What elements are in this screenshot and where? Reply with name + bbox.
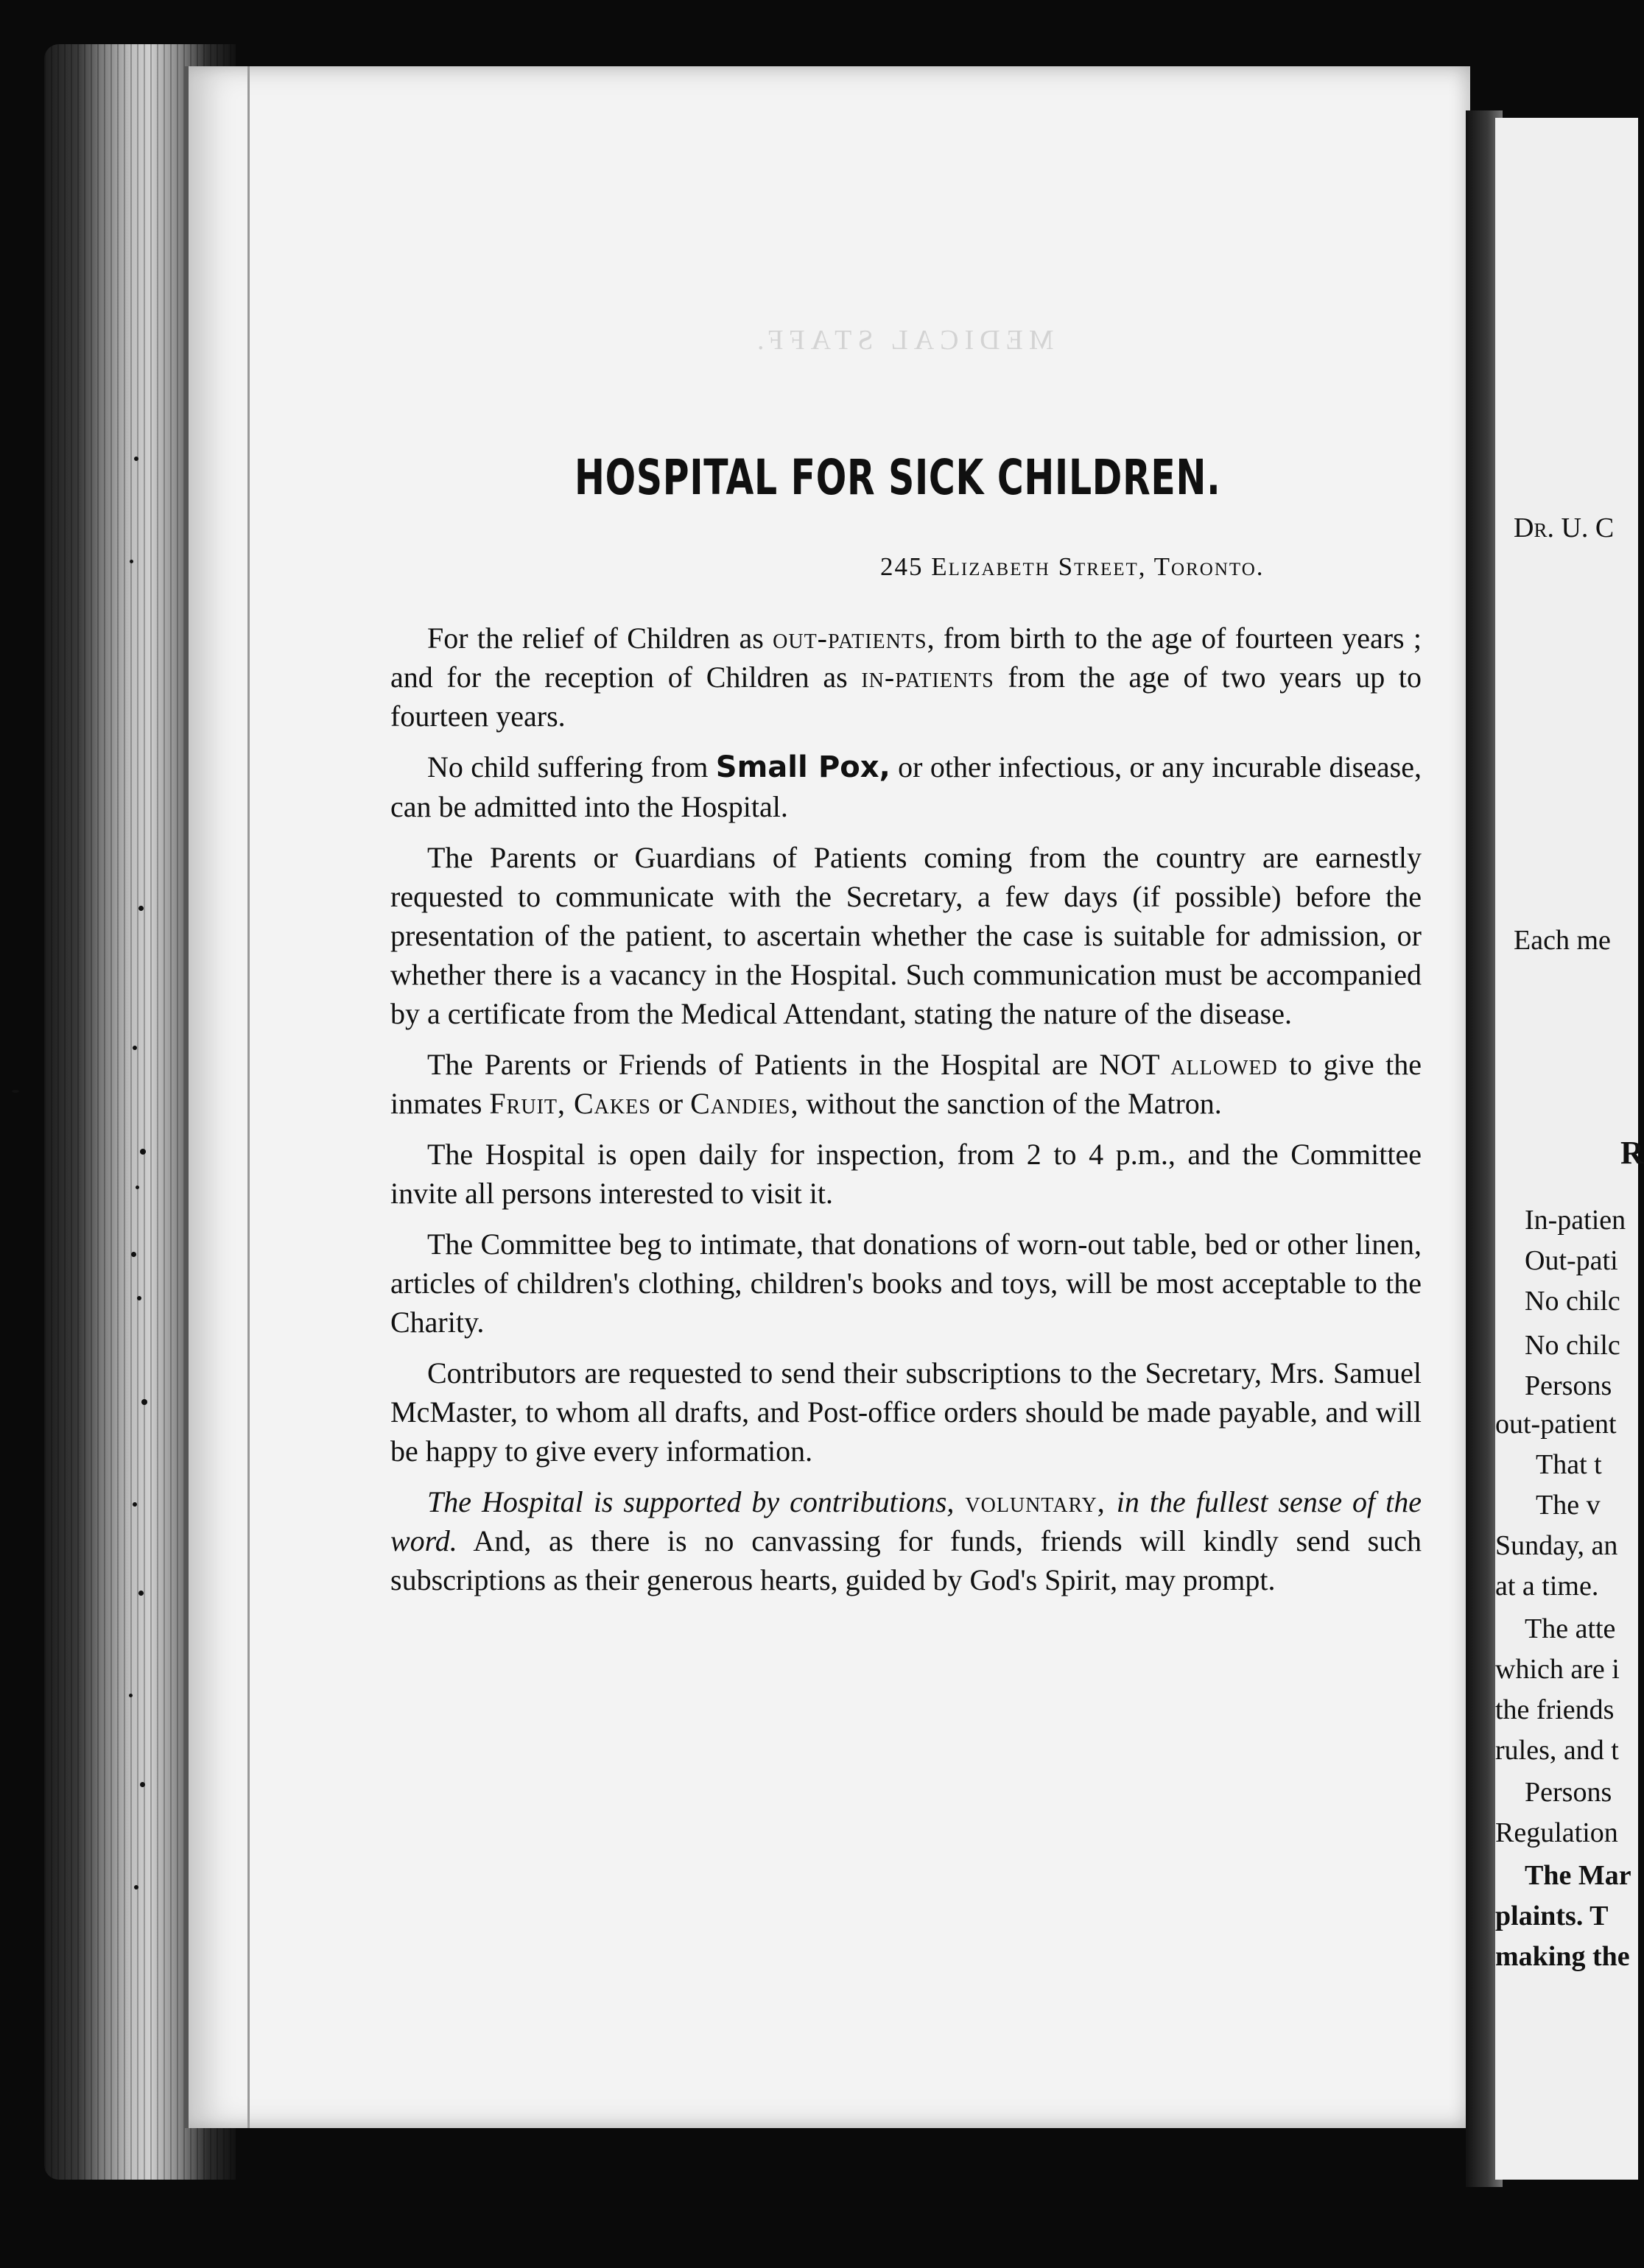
right-line: In-patien: [1525, 1205, 1626, 1236]
paragraph-infectious: No child suffering from Small Pox, or other infectious, or any incurable disease, can be admitted into the Hospital.: [390, 750, 1422, 823]
paragraph-admission: For the relief of Children as out-patients, from birth to the age of fourteen years ; and for the reception of Children as in-patients from the age of two years up to fourteen years.: [390, 621, 1422, 733]
right-line: Each me: [1514, 925, 1611, 956]
bleed-through-heading: MEDICAL STAFF.: [751, 325, 1054, 356]
address-line: 245 Elizabeth Street, Toronto.: [880, 552, 1265, 581]
right-line: at a time.: [1495, 1571, 1599, 1602]
right-line: The v: [1536, 1490, 1601, 1521]
right-line: The atte: [1525, 1613, 1616, 1644]
right-line: rules, and t: [1495, 1735, 1619, 1766]
paragraph-contributors: Contributors are requested to send their subscriptions to the Secretary, Mrs. Samuel McMaster, to whom all drafts, and Post-office orders should be made payable, and will be happy to give every information.: [390, 1356, 1422, 1468]
paragraph-inspection: The Hospital is open daily for inspection, from 2 to 4 p.m., and the Committee invite all persons interested to visit it.: [390, 1138, 1422, 1210]
right-line: making the: [1495, 1941, 1630, 1972]
right-line: Sunday, an: [1495, 1530, 1618, 1561]
right-page-text: [1495, 0, 1644, 2268]
paragraph-country-patients: The Parents or Guardians of Patients coming from the country are earnestly requested to communicate with the Secretary, a few days (if possible) before the presentation of the patient, to ascertain whether the case is suitable for admission, or whether there is a vacancy in the Hospital. Such communication must be accompanied by a certificate from the Medical Attendant, stating the nature of the disease.: [390, 841, 1422, 1030]
paragraph-food-rule: The Parents or Friends of Patients in the Hospital are NOT allowed to give the inmates Fruit, Cakes or Candies, without the sanction of the Matron.: [390, 1048, 1422, 1120]
right-line: The Mar: [1525, 1860, 1631, 1891]
right-line: which are i: [1495, 1654, 1620, 1685]
paragraph-donations: The Committee beg to intimate, that donations of worn-out table, bed or other linen, articles of children's clothing, children's books and toys, will be most acceptable to the Charity.: [390, 1228, 1422, 1339]
body-text: [390, 619, 1422, 1611]
right-line: R: [1620, 1135, 1644, 1171]
right-line: plaints. T: [1495, 1901, 1609, 1931]
right-line: No chilc: [1525, 1286, 1620, 1317]
right-line: Out-pati: [1525, 1245, 1618, 1276]
right-line: No chilc: [1525, 1330, 1620, 1361]
right-line: Persons: [1525, 1777, 1612, 1808]
right-line: the friends: [1495, 1694, 1615, 1725]
right-line: Persons: [1525, 1370, 1612, 1401]
paragraph-support: The Hospital is supported by contributions, voluntary, in the fullest sense of the word. And, as there is no canvassing for funds, friends will kindly send such subscriptions as their generous hearts, guided by God's Spirit, may prompt.: [390, 1485, 1422, 1596]
page-title: HOSPITAL FOR SICK CHILDREN.: [575, 449, 1221, 506]
right-line: That t: [1536, 1449, 1602, 1480]
right-line: out-patient: [1495, 1409, 1617, 1440]
right-line: Regulation: [1495, 1817, 1618, 1848]
right-line: Dr. U. C: [1514, 513, 1615, 543]
